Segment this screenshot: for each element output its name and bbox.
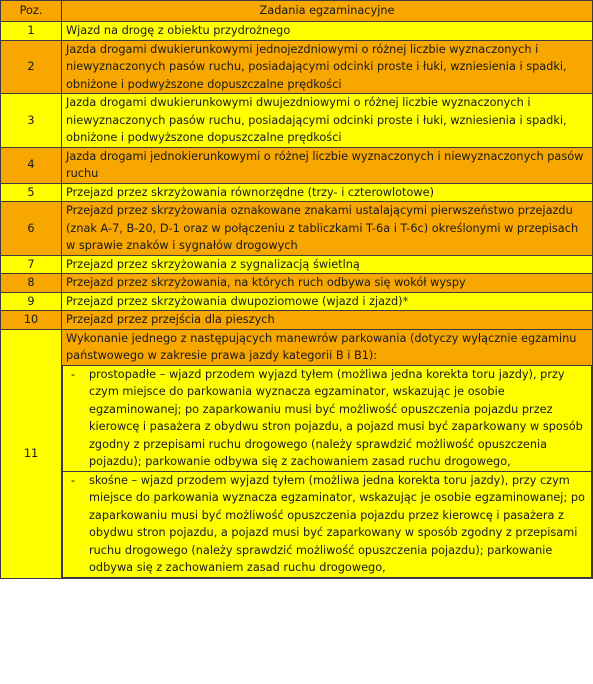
row-pos: 8 bbox=[1, 274, 62, 293]
row-pos: 5 bbox=[1, 183, 62, 202]
table-row bbox=[1, 202, 593, 256]
header-tasks: Zadania egzaminacyjne bbox=[62, 1, 593, 22]
row-text: Wjazd na drogę z obiektu przydrożnego bbox=[62, 22, 593, 41]
table-row bbox=[1, 94, 593, 148]
row-pos: 6 bbox=[1, 202, 62, 256]
table-row bbox=[1, 311, 593, 330]
list-item bbox=[63, 471, 592, 577]
header-pos: Poz. bbox=[1, 1, 62, 22]
table-row bbox=[1, 292, 593, 311]
list-dash: - bbox=[63, 365, 84, 471]
row-pos: 7 bbox=[1, 255, 62, 274]
list-item-text: skośne – wjazd przodem wyjazd tyłem (możliwa jedna korekta toru jazdy), przy czym miejsce do parkowania wyznacza egzaminator, wskazując je osobie egzaminowanej; po zaparkowaniu musi być możliwość opuszczenia pojazdu przez kierowcę i pasażera z obydwu stron pojazdu, a pojazd musi być zaparkowany w sposób zgodny z przepisami ruchu drogowego (należy sprawdzić możliwość opuszczenia pojazdu); parkowanie odbywa się z zachowaniem zasad ruchu drogowego, bbox=[83, 471, 592, 577]
row-text: Przejazd przez skrzyżowania oznakowane znakami ustalającymi pierwszeństwo przejazdu (znak A-7, B-20, D-1 oraz w połączeniu z tabliczkami T-6a i T-6c) określonymi w przepisach w sprawie znaków i sygnałów drogowych bbox=[62, 202, 593, 256]
table-row bbox=[1, 147, 593, 183]
row-text: Jazda drogami dwukierunkowymi dwujezdniowymi o różnej liczbie wyznaczonych i niewyznaczonych pasów ruchu, posiadającymi odcinki proste i łuki, wzniesienia i spadki, obniżone i podwyższone dopuszczalne prędkości bbox=[62, 94, 593, 148]
row-pos: 1 bbox=[1, 22, 62, 41]
table-row bbox=[1, 22, 593, 41]
row-pos: 11 bbox=[1, 329, 62, 578]
row-pos: 10 bbox=[1, 311, 62, 330]
list-item bbox=[63, 365, 592, 471]
table-row-parking bbox=[1, 329, 593, 578]
parking-intro: Wykonanie jednego z następujących manewrów parkowania (dotyczy wyłącznie egzaminu państwowego w zakresie prawa jazdy kategorii B i B1): bbox=[62, 330, 592, 365]
row-text: Jazda drogami dwukierunkowymi jednojezdniowymi o różnej liczbie wyznaczonych i niewyznaczonych pasów ruchu, posiadającymi odcinki proste i łuki, wzniesienia i spadki, obniżone i podwyższone dopuszczalne prędkości bbox=[62, 40, 593, 94]
table-row bbox=[1, 183, 593, 202]
header-row bbox=[1, 1, 593, 22]
row-text: Przejazd przez skrzyżowania z sygnalizacją świetlną bbox=[62, 255, 593, 274]
row-text: Przejazd przez skrzyżowania równorzędne (trzy- i czterowlotowe) bbox=[62, 183, 593, 202]
row-pos: 3 bbox=[1, 94, 62, 148]
row-pos: 9 bbox=[1, 292, 62, 311]
row-pos: 2 bbox=[1, 40, 62, 94]
list-item-text: prostopadłe – wjazd przodem wyjazd tyłem (możliwa jedna korekta toru jazdy), przy czym miejsce do parkowania wyznacza egzaminator, wskazując je osobie egzaminowanej; po zaparkowaniu musi być możliwość opuszczenia pojazdu przez kierowcę i pasażera z obydwu stron pojazdu, a pojazd musi być zaparkowany w sposób zgodny z przepisami ruchu drogowego (należy sprawdzić możliwość opuszczenia pojazdu); parkowanie odbywa się z zachowaniem zasad ruchu drogowego, bbox=[83, 365, 592, 471]
row-text: Przejazd przez skrzyżowania, na których ruch odbywa się wokół wyspy bbox=[62, 274, 593, 293]
parking-options-list bbox=[62, 365, 592, 578]
row-text bbox=[62, 329, 593, 578]
row-text: Jazda drogami jednokierunkowymi o różnej liczbie wyznaczonych i niewyznaczonych pasów ruchu bbox=[62, 147, 593, 183]
row-text: Przejazd przez skrzyżowania dwupoziomowe (wjazd i zjazd)* bbox=[62, 292, 593, 311]
table-row bbox=[1, 274, 593, 293]
row-pos: 4 bbox=[1, 147, 62, 183]
table-row bbox=[1, 255, 593, 274]
list-dash: - bbox=[63, 471, 84, 577]
row-text: Przejazd przez przejścia dla pieszych bbox=[62, 311, 593, 330]
table-row bbox=[1, 40, 593, 94]
